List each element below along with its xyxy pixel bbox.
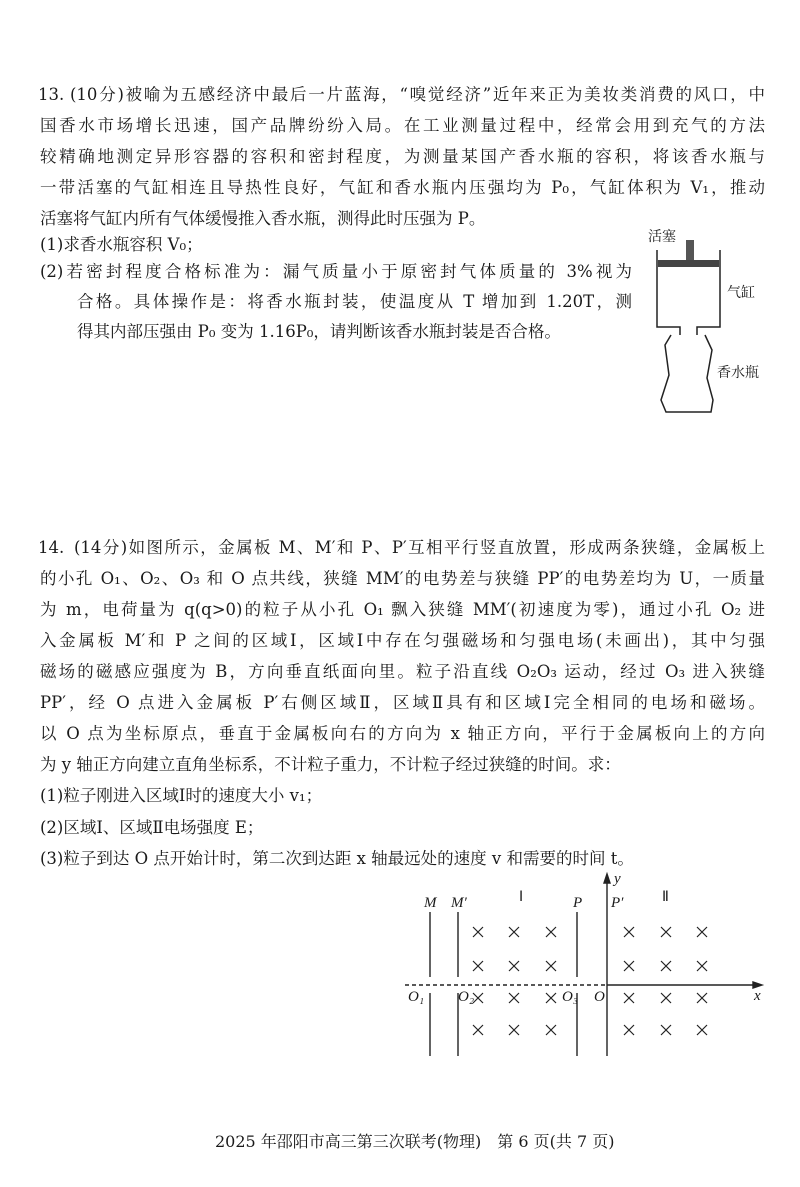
field-cross-mark [473, 927, 483, 937]
field-cross-mark [546, 1025, 556, 1035]
q14-line: 入金属板 M′和 P 之间的区域Ⅰ，区域Ⅰ中存在匀强磁场和匀强电场(未画出)，其中匀强 [40, 631, 765, 650]
field-cross-mark [509, 993, 519, 1003]
field-cross-mark [697, 1025, 707, 1035]
field-cross-mark [546, 961, 556, 971]
field-cross-mark [624, 961, 634, 971]
field-cross-mark [661, 993, 671, 1003]
q14-line: 的小孔 O₁、O₂、O₃ 和 O 点共线，狭缝 MM′的电势差与狭缝 PP′的电势差均为 U，一质量 [40, 569, 765, 588]
field-cross-mark [473, 961, 483, 971]
field-cross-mark [546, 927, 556, 937]
q14-line: 为 m，电荷量为 q(q>0)的粒子从小孔 O₁ 飘入狭缝 MM′(初速度为零)，通过小孔 O₂ 进 [40, 600, 765, 619]
q14-line: (14分)如图所示，金属板 M、M′和 P、P′互相平行竖直放置，形成两条狭缝，金属板上 [74, 538, 765, 557]
q14-line: 以 O 点为坐标原点，垂直于金属板向右的方向为 x 轴正方向，平行于金属板向上的方向 [40, 724, 765, 743]
q13-line: 国香水市场增长迅速，国产品牌纷纷入局。在工业测量过程中，经常会用到充气的方法 [40, 116, 765, 135]
field-cross-mark [661, 961, 671, 971]
field-cross-mark [509, 927, 519, 937]
q13-line: 一带活塞的气缸相连且导热性良好，气缸和香水瓶内压强均为 P₀，气缸体积为 V₁，推动 [40, 178, 765, 197]
q14-line: PP′，经 O 点进入金属板 P′右侧区域Ⅱ，区域Ⅱ具有和区域Ⅰ完全相同的电场和磁场。 [40, 693, 765, 712]
field-cross-mark [473, 993, 483, 1003]
field-cross-mark [697, 927, 707, 937]
label-O2: O₂ [458, 989, 475, 1005]
q14-sub: (3)粒子到达 O 点开始计时，第二次到达距 x 轴最远处的速度 v 和需要的时间 t。 [40, 849, 634, 868]
q13-line: 较精确地测定异形容器的容积和密封程度，为测量某国产香水瓶的容积，将该香水瓶与 [40, 147, 765, 166]
q13-sub2: 得其内部压强由 P₀ 变为 1.16P₀，请判断该香水瓶封装是否合格。 [77, 322, 561, 341]
label-region-2: Ⅱ [662, 889, 669, 905]
bottle-label: 香水瓶 [717, 365, 759, 381]
field-cross-mark [546, 993, 556, 1003]
q14-line: 磁场的磁感应强度为 B，方向垂直纸面向里。粒子沿直线 O₂O₃ 运动，经过 O₃ 进入狭缝 [40, 662, 765, 681]
field-cross-mark [509, 1025, 519, 1035]
q14-line: 为 y 轴正方向建立直角坐标系，不计粒子重力，不计粒子经过狭缝的时间。求： [40, 755, 621, 774]
q13-line: (10分)被喻为五感经济中最后一片蓝海，“嗅觉经济”近年来正为美妆类消费的风口，中 [70, 85, 765, 104]
page-footer: 2025 年邵阳市高三第三次联考(物理) 第 6 页(共 7 页) [215, 1132, 615, 1151]
field-cross-mark [624, 993, 634, 1003]
field-cross-mark [661, 927, 671, 937]
field-cross-mark [697, 993, 707, 1003]
q13-line: 活塞将气缸内所有气体缓慢推入香水瓶，测得此时压强为 P。 [40, 209, 486, 228]
cylinder-figure [657, 240, 720, 412]
q13-sub1: (1)求香水瓶容积 V₀； [40, 235, 203, 254]
field-cross-mark [509, 961, 519, 971]
q14-number: 14. [38, 538, 65, 557]
field-cross-mark [697, 961, 707, 971]
label-P-prime: P′ [611, 895, 624, 911]
q13-number: 13. [38, 85, 65, 104]
label-x-axis: x [754, 988, 761, 1004]
label-M: M [424, 895, 437, 911]
label-region-1: Ⅰ [519, 889, 524, 905]
q14-sub: (1)粒子刚进入区域Ⅰ时的速度大小 v₁； [40, 786, 323, 805]
label-y-axis: y [614, 871, 621, 887]
label-O1: O₁ [408, 989, 425, 1005]
label-O: O [594, 989, 605, 1005]
field-cross-mark [624, 1025, 634, 1035]
q13-sub2: (2)若密封程度合格标准为：漏气质量小于原密封气体质量的 3%视为 [40, 262, 632, 281]
label-O3: O₃ [562, 989, 579, 1005]
label-M-prime: M′ [451, 895, 467, 911]
piston-label: 活塞 [648, 229, 676, 245]
label-P: P [573, 895, 583, 911]
cylinder-label: 气缸 [727, 285, 755, 301]
q13-sub2: 合格。具体操作是：将香水瓶封装，使温度从 T 增加到 1.20T，测 [77, 292, 632, 311]
field-cross-mark [624, 927, 634, 937]
field-cross-mark [473, 1025, 483, 1035]
field-cross-mark [661, 1025, 671, 1035]
q14-sub: (2)区域Ⅰ、区域Ⅱ电场强度 E； [40, 818, 264, 837]
